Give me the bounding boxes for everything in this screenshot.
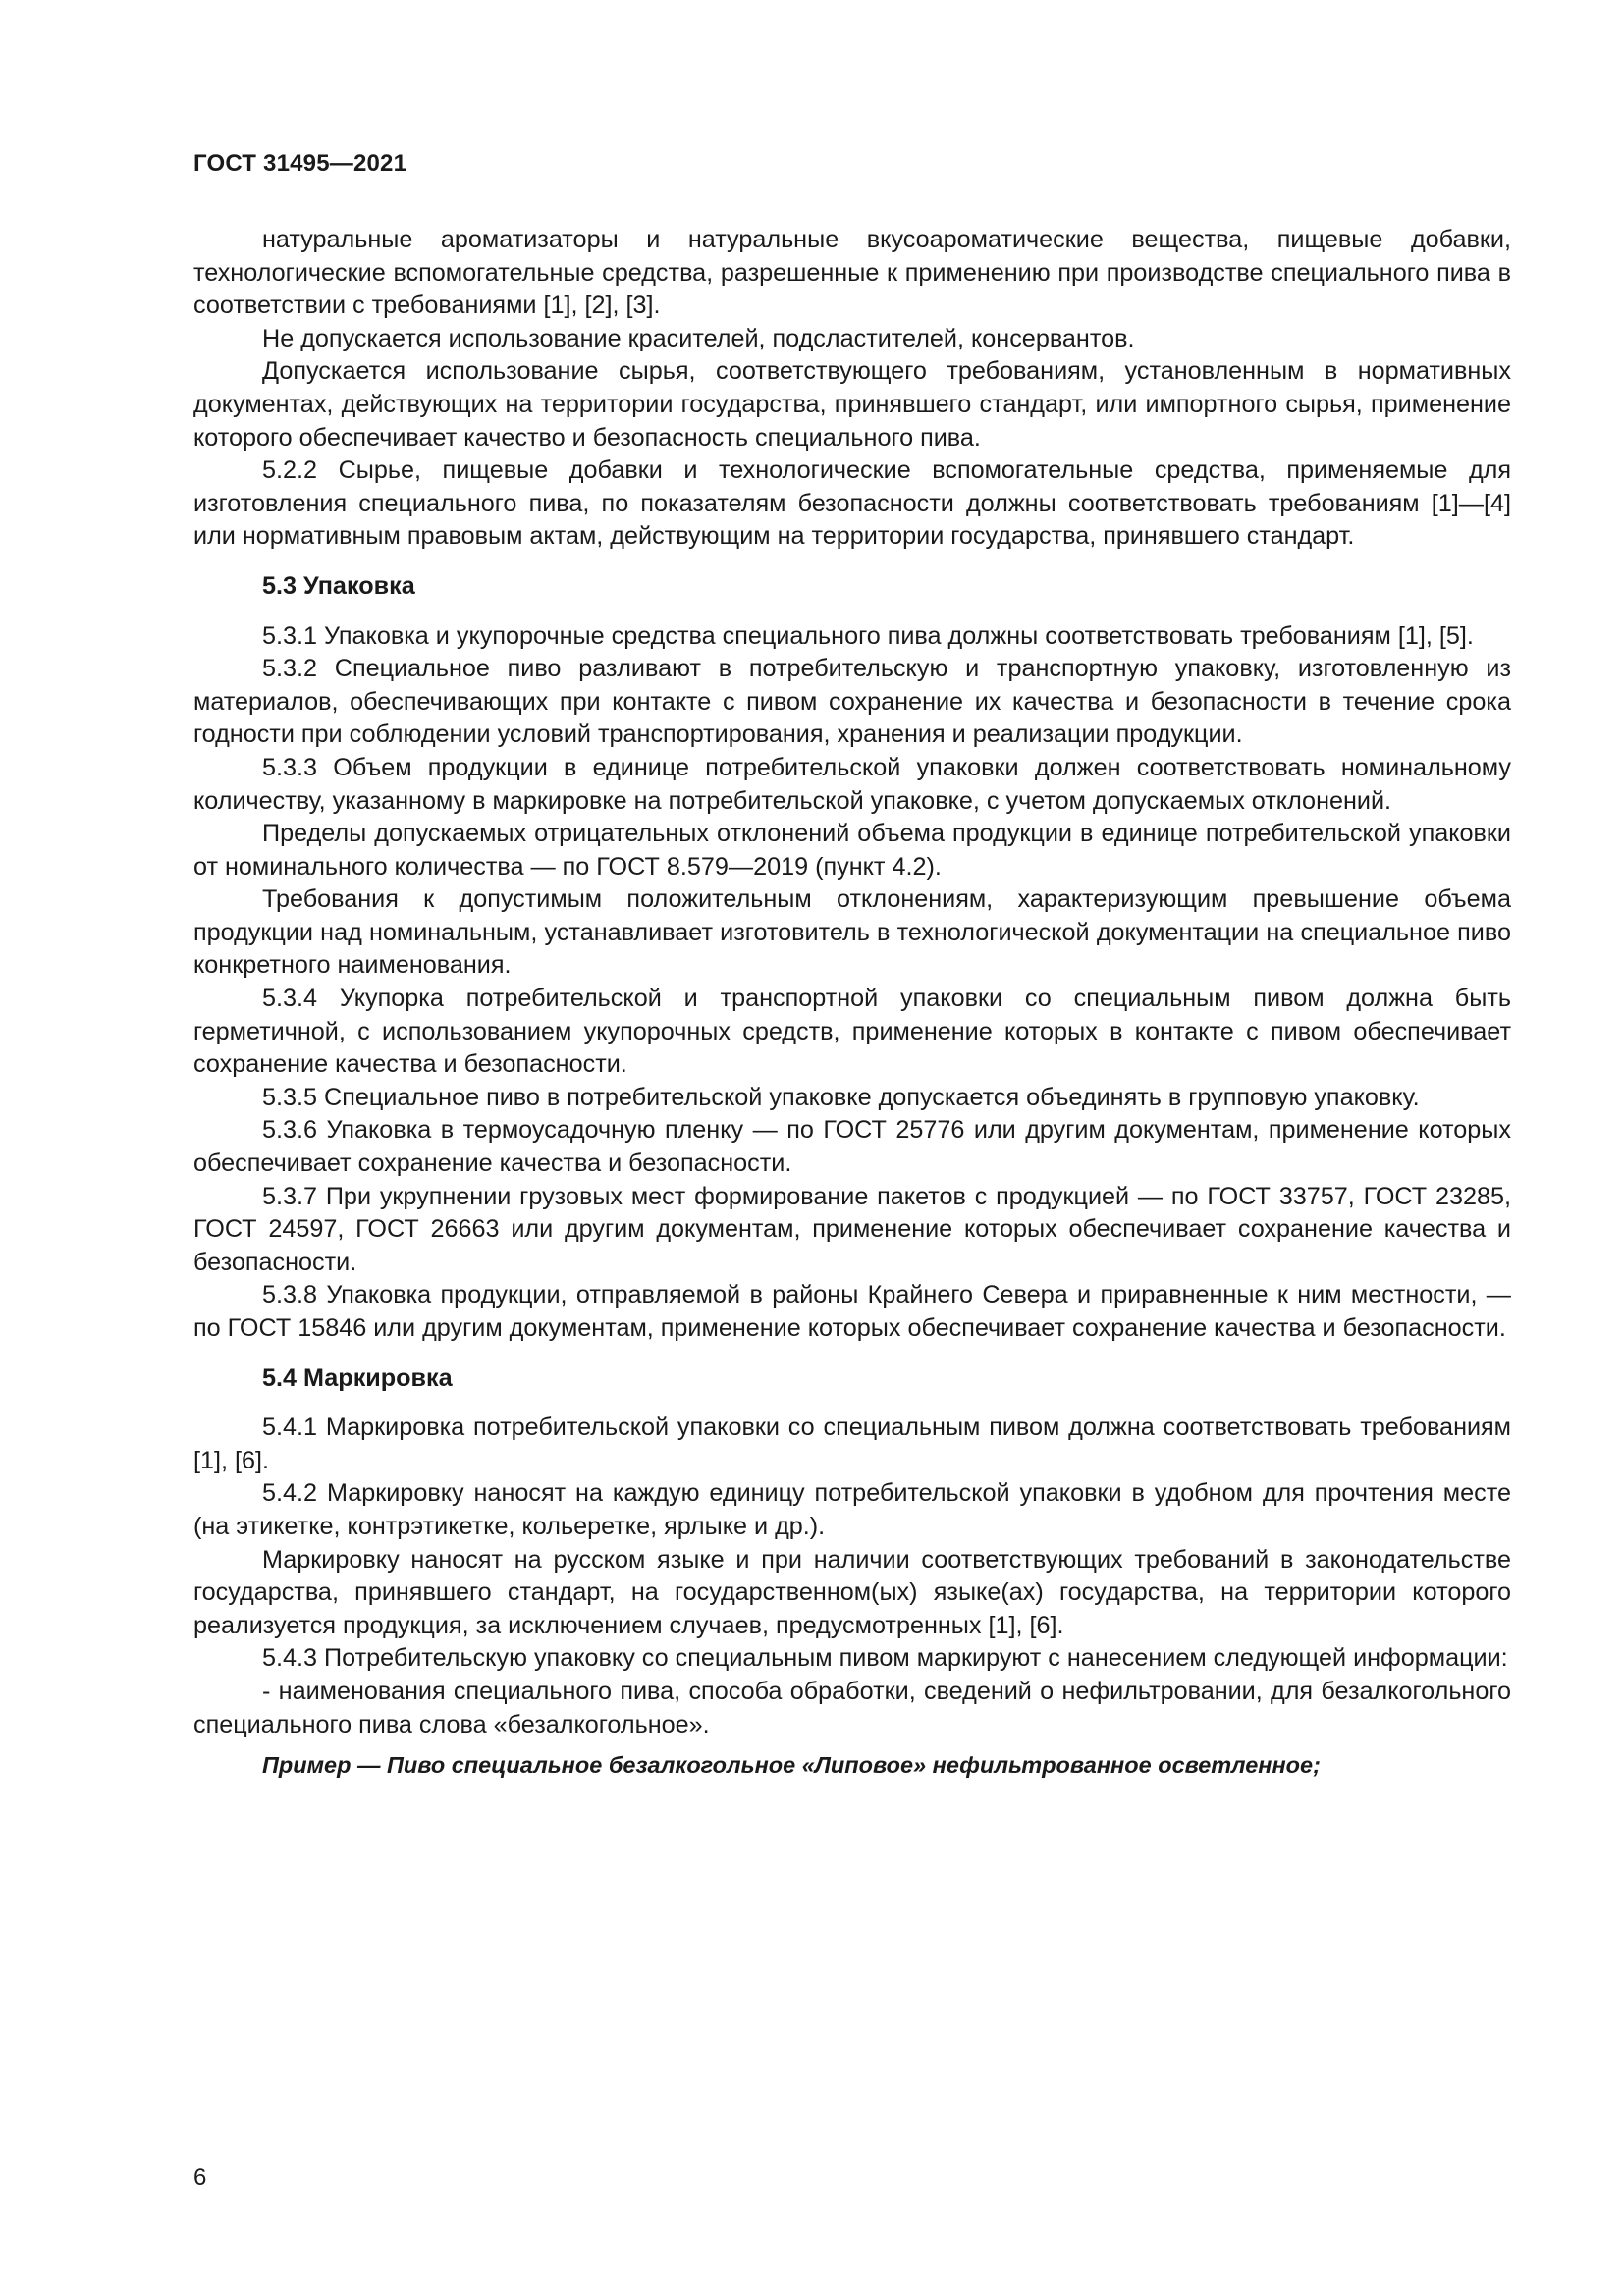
paragraph-5-3-3-positive-deviations: Требования к допустимым положительным отклонениям, характеризующим превышение объема продукции над номинальным, устанавливает изготовитель в технологической документации на специальное пиво конкретного наименования. — [193, 885, 1511, 980]
example-note: Пример — Пиво специальное безалкогольное «Липовое» нефильтрованное осветленное; — [262, 1752, 1321, 1779]
paragraph-5-3-6: 5.3.6 Упаковка в термоусадочную пленку — по ГОСТ 25776 или другим документам, применение которых обеспечивает сохранение качества и безопасности. — [193, 1116, 1511, 1178]
paragraph-5-3-2: 5.3.2 Специальное пиво разливают в потребительскую и транспортную упаковку, изготовленную из материалов, обеспечивающих при контакте с пивом сохранение их качества и безопасности в течение срока годности при соблюдении условий транспортирования, хранения и реализации продукции. — [193, 655, 1511, 749]
paragraph-5-3-4: 5.3.4 Укупорка потребительской и транспортной упаковки со специальным пивом должна быть герметичной, с использованием укупорочных средств, применение которых в контакте с пивом обеспечивает сохранение качества и безопасности. — [193, 985, 1511, 1079]
page-number: 6 — [193, 2164, 207, 2191]
paragraph-5-3-8: 5.3.8 Упаковка продукции, отправляемой в районы Крайнего Севера и приравненные к ним местности, — по ГОСТ 15846 или другим документам, применение которых обеспечивает сохранение качества и безопасности. — [193, 1281, 1511, 1342]
paragraph-prohibited-additives: Не допускается использование красителей, подсластителей, консервантов. — [262, 324, 1135, 352]
paragraph-5-2-2: 5.2.2 Сырье, пищевые добавки и технологические вспомогательные средства, применяемые для изготовления специального пива, по показателям безопасности должны соответствовать требованиям [1]—[4] или нормативным правовым актам, действующим на территории государства, принявшего стандарт. — [193, 456, 1511, 551]
paragraph-raw-materials-allowed: Допускается использование сырья, соответствующего требованиям, установленным в нормативных документах, действующих на территории государства, принявшего стандарт, или импортного сырья, применение которого обеспечивает качество и безопасность специального пива. — [193, 357, 1511, 452]
paragraph-5-3-1: 5.3.1 Упаковка и укупорочные средства специального пива должны соответствовать требованиям [1], [5]. — [262, 621, 1474, 650]
document-code-header: ГОСТ 31495—2021 — [193, 150, 407, 177]
paragraph-ingredients: натуральные ароматизаторы и натуральные вкусоароматические вещества, пищевые добавки, технологические вспомогательные средства, разрешенные к применению при производстве специального пива в соответствии с требованиями [1], [2], [3]. — [193, 226, 1511, 320]
document-body — [193, 224, 1511, 1783]
paragraph-5-3-7: 5.3.7 При укрупнении грузовых мест формирование пакетов с продукцией — по ГОСТ 33757, ГОСТ 23285, ГОСТ 24597, ГОСТ 26663 или другим документам, применение которых обеспечивает сохранение качества и безопасности. — [193, 1182, 1511, 1276]
paragraph-5-4-3: 5.4.3 Потребительскую упаковку со специальным пивом маркируют с нанесением следующей информации: — [262, 1644, 1508, 1673]
paragraph-5-4-2-language: Маркировку наносят на русском языке и при наличии соответствующих требований в законодательстве государства, принявшего стандарт, на государственном(ых) языке(ах) государства, на территории которого реализуется продукция, за исключением случаев, предусмотренных [1], [6]. — [193, 1545, 1511, 1639]
paragraph-5-4-3-item-name: - наименования специального пива, способа обработки, сведений о нефильтровании, для безалкогольного специального пива слова «безалкогольное». — [193, 1677, 1511, 1738]
paragraph-5-4-2: 5.4.2 Маркировку наносят на каждую единицу потребительской упаковки в удобном для прочтения месте (на этикетке, контрэтикетке, кольеретке, ярлыке и др.). — [193, 1479, 1511, 1540]
section-heading-5-3: 5.3 Упаковка — [262, 571, 415, 600]
paragraph-5-3-3: 5.3.3 Объем продукции в единице потребительской упаковки должен соответствовать номинальному количеству, указанному в маркировке на потребительской упаковке, с учетом допускаемых отклонений. — [193, 753, 1511, 815]
paragraph-5-4-1: 5.4.1 Маркировка потребительской упаковки со специальным пивом должна соответствовать требованиям [1], [6]. — [193, 1414, 1511, 1474]
paragraph-5-3-5: 5.3.5 Специальное пиво в потребительской упаковке допускается объединять в групповую упаковку. — [262, 1083, 1420, 1111]
section-heading-5-4: 5.4 Маркировка — [262, 1363, 453, 1392]
paragraph-5-3-3-limits: Пределы допускаемых отрицательных отклонений объема продукции в единице потребительской упаковки от номинального количества — по ГОСТ 8.579—2019 (пункт 4.2). — [193, 820, 1511, 881]
